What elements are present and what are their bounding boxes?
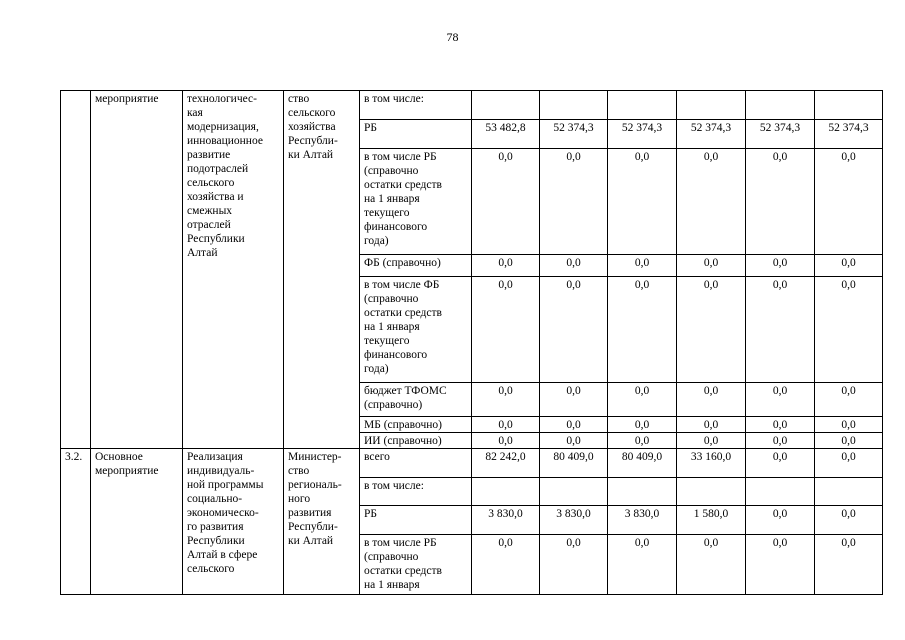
amount-cell: 0,0 <box>472 255 540 277</box>
amount-cell <box>608 91 677 120</box>
amount-cell: 0,0 <box>815 383 883 417</box>
funding-source-cell: в том числе ФБ (справочно остатки средств на 1 января текущего финансового года) <box>360 277 472 383</box>
amount-cell: 0,0 <box>746 417 815 433</box>
amount-cell <box>677 478 746 506</box>
funding-source-cell: ИИ (справочно) <box>360 433 472 449</box>
amount-cell: 0,0 <box>815 433 883 449</box>
table-row <box>61 449 883 478</box>
amount-cell: 3 830,0 <box>608 506 677 535</box>
amount-cell: 0,0 <box>677 149 746 255</box>
amount-cell <box>815 478 883 506</box>
amount-cell: 0,0 <box>746 149 815 255</box>
amount-cell: 0,0 <box>608 383 677 417</box>
amount-cell: 0,0 <box>746 383 815 417</box>
amount-cell: 0,0 <box>472 149 540 255</box>
amount-cell: 52 374,3 <box>815 120 883 149</box>
amount-cell: 0,0 <box>815 277 883 383</box>
amount-cell: 80 409,0 <box>608 449 677 478</box>
funding-source-cell: МБ (справочно) <box>360 417 472 433</box>
amount-cell: 0,0 <box>608 417 677 433</box>
amount-cell: 3 830,0 <box>540 506 608 535</box>
amount-cell: 0,0 <box>540 417 608 433</box>
amount-cell: 0,0 <box>608 433 677 449</box>
amount-cell <box>677 91 746 120</box>
amount-cell: 0,0 <box>540 277 608 383</box>
funding-source-cell: в том числе РБ (справочно остатки средств на 1 января текущего финансового года) <box>360 149 472 255</box>
amount-cell: 0,0 <box>540 149 608 255</box>
program-number-cell <box>61 91 91 449</box>
amount-cell: 0,0 <box>472 535 540 595</box>
funding-source-cell: РБ <box>360 506 472 535</box>
funding-source-cell: РБ <box>360 120 472 149</box>
amount-cell: 0,0 <box>746 506 815 535</box>
amount-cell <box>815 91 883 120</box>
amount-cell: 0,0 <box>815 506 883 535</box>
table-row <box>61 91 883 120</box>
amount-cell <box>472 91 540 120</box>
amount-cell: 80 409,0 <box>540 449 608 478</box>
funding-source-cell: в том числе: <box>360 91 472 120</box>
amount-cell: 0,0 <box>472 383 540 417</box>
amount-cell: 53 482,8 <box>472 120 540 149</box>
amount-cell: 33 160,0 <box>677 449 746 478</box>
amount-cell: 0,0 <box>746 433 815 449</box>
amount-cell: 0,0 <box>815 417 883 433</box>
amount-cell: 52 374,3 <box>677 120 746 149</box>
amount-cell: 0,0 <box>472 277 540 383</box>
funding-source-cell: ФБ (справочно) <box>360 255 472 277</box>
amount-cell: 0,0 <box>815 255 883 277</box>
amount-cell: 52 374,3 <box>608 120 677 149</box>
amount-cell: 0,0 <box>677 433 746 449</box>
funding-source-cell: бюджет ТФОМС (справочно) <box>360 383 472 417</box>
program-name-cell: технологичес- кая модернизация, инновационное развитие подотраслей сельского хозяйства и смежных отраслей Республики Алтай <box>183 91 284 449</box>
program-executor-cell: ство сельского хозяйства Республи- ки Алтай <box>284 91 360 449</box>
amount-cell: 0,0 <box>746 535 815 595</box>
funding-source-cell: в том числе: <box>360 478 472 506</box>
amount-cell <box>472 478 540 506</box>
amount-cell: 0,0 <box>677 417 746 433</box>
amount-cell: 52 374,3 <box>540 120 608 149</box>
amount-cell: 52 374,3 <box>746 120 815 149</box>
program-executor-cell: Министер- ство региональ- ного развития Республи- ки Алтай <box>284 449 360 595</box>
amount-cell: 0,0 <box>472 417 540 433</box>
amount-cell: 0,0 <box>677 277 746 383</box>
funding-source-cell: всего <box>360 449 472 478</box>
amount-cell: 1 580,0 <box>677 506 746 535</box>
amount-cell: 0,0 <box>677 535 746 595</box>
amount-cell: 0,0 <box>608 535 677 595</box>
program-number-cell: 3.2. <box>61 449 91 595</box>
amount-cell <box>746 91 815 120</box>
amount-cell: 82 242,0 <box>472 449 540 478</box>
funding-source-cell: в том числе РБ (справочно остатки средств на 1 января <box>360 535 472 595</box>
amount-cell <box>746 478 815 506</box>
amount-cell: 0,0 <box>746 277 815 383</box>
amount-cell: 0,0 <box>815 449 883 478</box>
amount-cell: 0,0 <box>746 255 815 277</box>
amount-cell <box>540 91 608 120</box>
amount-cell: 0,0 <box>540 255 608 277</box>
amount-cell: 3 830,0 <box>472 506 540 535</box>
amount-cell: 0,0 <box>540 535 608 595</box>
amount-cell: 0,0 <box>540 433 608 449</box>
amount-cell: 0,0 <box>815 149 883 255</box>
page-number: 78 <box>446 30 459 44</box>
amount-cell: 0,0 <box>815 535 883 595</box>
amount-cell: 0,0 <box>608 149 677 255</box>
program-name-cell: Реализация индивидуаль- ной программы социально- экономическо- го развития Республики Алтай в сфере сельского <box>183 449 284 595</box>
amount-cell: 0,0 <box>746 449 815 478</box>
amount-cell: 0,0 <box>540 383 608 417</box>
amount-cell: 0,0 <box>677 255 746 277</box>
program-type-cell: Основное мероприятие <box>91 449 183 595</box>
budget-table-body <box>61 91 883 595</box>
amount-cell <box>540 478 608 506</box>
program-type-cell: мероприятие <box>91 91 183 449</box>
budget-table <box>60 90 883 595</box>
amount-cell: 0,0 <box>677 383 746 417</box>
amount-cell: 0,0 <box>608 255 677 277</box>
amount-cell <box>608 478 677 506</box>
amount-cell: 0,0 <box>608 277 677 383</box>
amount-cell: 0,0 <box>472 433 540 449</box>
